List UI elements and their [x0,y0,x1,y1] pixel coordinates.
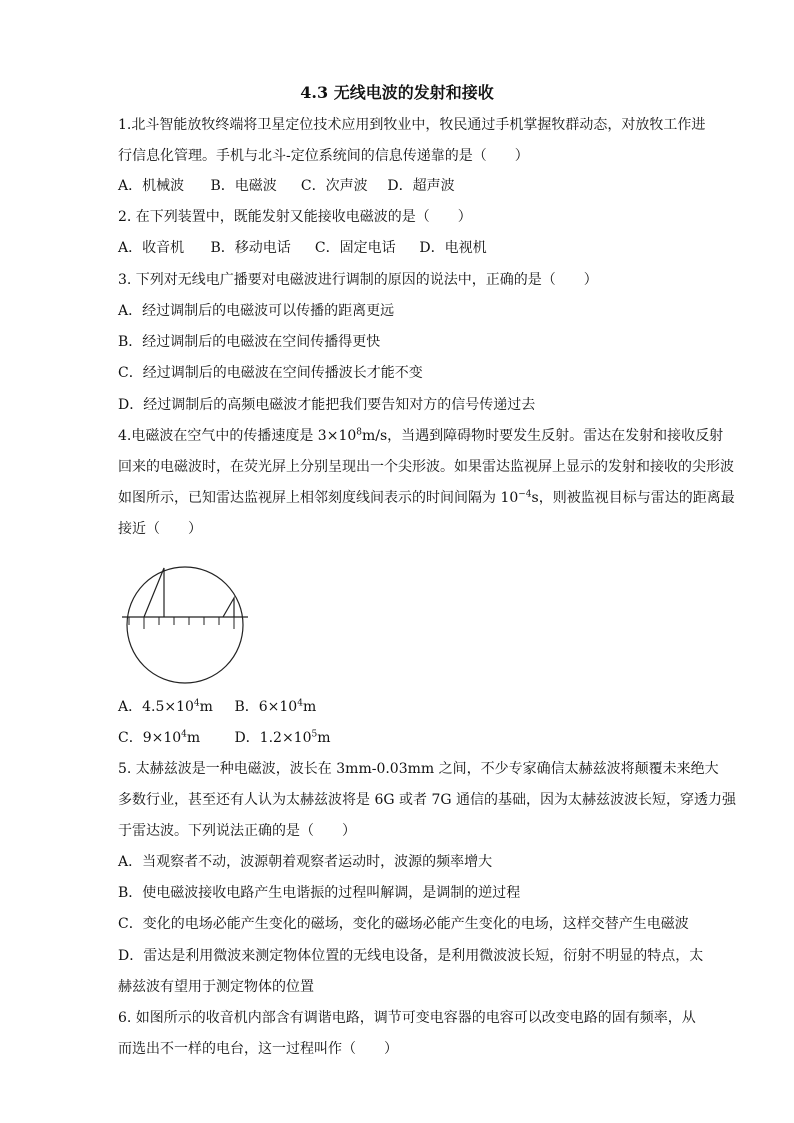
q3-option-c[interactable]: C．经过调制后的电磁波在空间传播波长才能不变 [118,365,423,381]
question-3-line-1: 3. 下列对无线电广播要对电磁波进行调制的原因的说法中，正确的是（ ） [118,272,598,288]
q2-option-a[interactable]: A．收音机 [118,240,185,256]
question-6-line-1: 6. 如图所示的收音机内部含有调谐电路，调节可变电容器的电容可以改变电路的固有频率，从 [118,1010,696,1026]
question-1-line-2: 行信息化管理。手机与北斗-定位系统间的信息传递靠的是（ ） [118,148,529,164]
question-2-line-1: 2. 在下列装置中，既能发射又能接收电磁波的是（ ） [118,209,472,225]
q5-option-d-line-2: 赫兹波有望用于测定物体的位置 [118,979,314,995]
question-5-line-1: 5. 太赫兹波是一种电磁波，波长在 3mm-0.03mm 之间，不少专家确信太赫兹波将颠覆未来绝大 [118,761,719,777]
q5-option-d-line-1[interactable]: D．雷达是利用微波来测定物体位置的无线电设备，是利用微波波长短，衍射不明显的特点，太 [118,948,704,964]
question-4-options-row-1 [118,697,316,717]
q2-option-c[interactable]: C．固定电话 [314,240,396,256]
q4-option-d[interactable]: D．$1.2\times 10^5m$ [234,729,331,746]
q5-option-a[interactable]: A．当观察者不动，波源朝着观察者运动时，波源的频率增大 [118,854,493,870]
received-pulse [223,598,234,617]
question-4-line-3: 如图所示，已知雷达监视屏上相邻刻度线间表示的时间间隔为 $10^{-4}s$，则被监视目标与雷达的距离最 [118,489,735,506]
question-4-line-4: 接近（ ） [118,521,202,537]
q2-option-d[interactable]: D．电视机 [419,240,487,256]
page-title: 4.3 无线电波的发射和接收 [300,83,494,102]
q5-option-c[interactable]: C．变化的电场必能产生变化的磁场，变化的磁场必能产生变化的电场，这样交替产生电磁波 [118,916,689,932]
question-6-line-2: 而选出不一样的电台，这一过程叫作（ ） [118,1041,398,1057]
question-2-options [118,238,487,258]
radar-tick-marks [129,617,234,629]
q3-option-a[interactable]: A．经过调制后的电磁波可以传播的距离更远 [118,303,395,319]
question-5-line-3: 于雷达波。下列说法正确的是（ ） [118,823,356,839]
q3-option-b[interactable]: B．经过调制后的电磁波在空间传播得更快 [118,334,381,350]
q1-option-a[interactable]: A．机械波 [118,178,185,194]
q4-option-b[interactable]: B．$6\times 10^4m$ [234,698,317,715]
question-5-line-2: 多数行业，甚至还有人认为太赫兹波将是 6G 或者 7G 通信的基础，因为太赫兹波波长短，穿透力强 [118,792,736,808]
question-4-line-1: 4.电磁波在空气中的传播速度是 $3\times 10^8m/s$，当遇到障碍物时要发生反射。雷达在发射和接收反射 [118,427,724,444]
q5-option-b[interactable]: B．使电磁波接收电路产生电谐振的过程叫解调，是调制的逆过程 [118,885,521,901]
question-4-options-row-2 [118,728,331,748]
q4-option-c[interactable]: C．$9\times 10^4m$ [118,729,201,746]
question-1-options [118,176,455,196]
question-1-line-1: 1.北斗智能放牧终端将卫星定位技术应用到牧业中，牧民通过手机掌握牧群动态，对放牧工作进 [118,117,706,133]
q2-option-b[interactable]: B．移动电话 [210,240,291,256]
q4-option-a[interactable]: A．$4.5\times 10^4m$ [118,698,213,715]
question-4-line-2: 回来的电磁波时，在荧光屏上分别呈现出一个尖形波。如果雷达监视屏上显示的发射和接收的尖形波 [118,459,734,475]
q1-option-b[interactable]: B．电磁波 [210,178,277,194]
q1-option-d[interactable]: D．超声波 [387,178,455,194]
q1-option-c[interactable]: C．次声波 [300,178,368,194]
q3-option-d[interactable]: D．经过调制后的高频电磁波才能把我们要告知对方的信号传递过去 [118,397,536,413]
radar-screen-figure [120,565,252,687]
